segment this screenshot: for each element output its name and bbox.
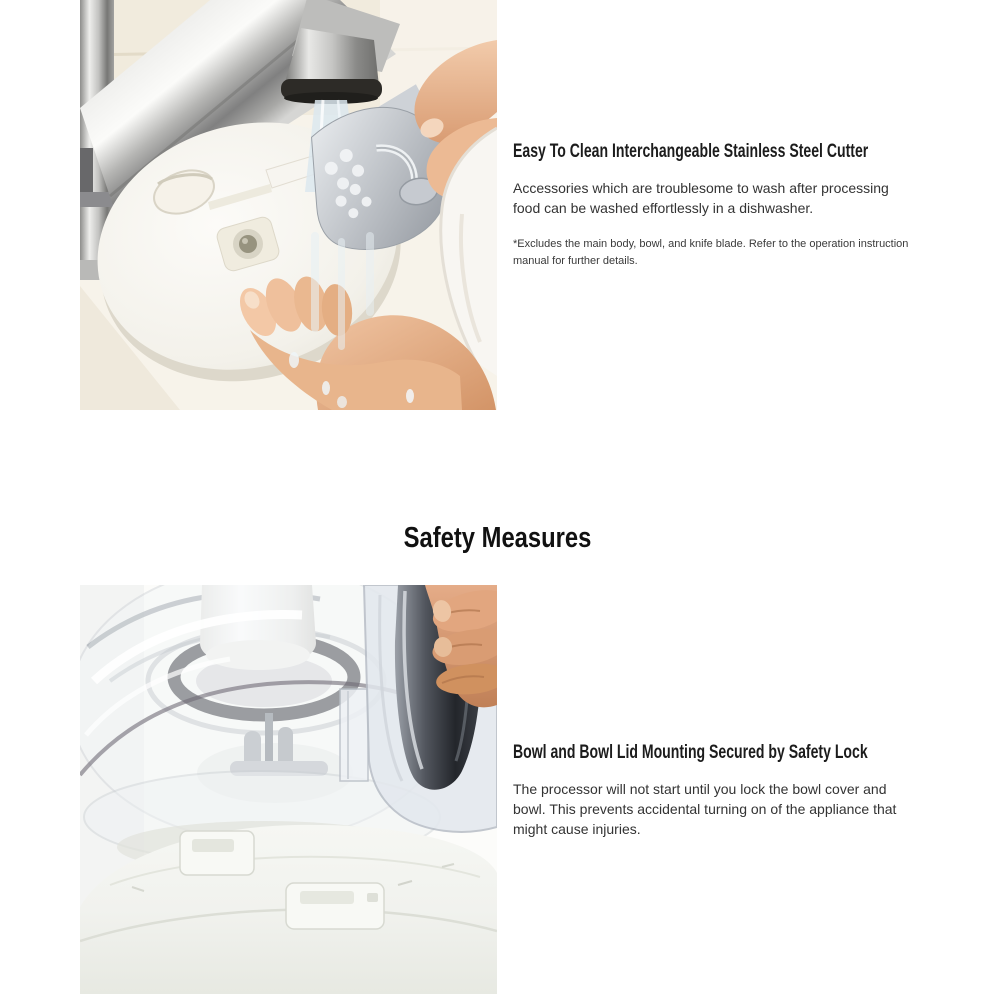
feature-section-safety-lock	[0, 585, 995, 994]
washing-cutter-illustration	[80, 0, 497, 410]
safety-lock-photo	[80, 585, 497, 994]
feature-note: *Excludes the main body, bowl, and knife blade. Refer to the operation instruction manual for further details.	[513, 238, 909, 267]
feature-heading: Bowl and Bowl Lid Mounting Secured by Safety Lock	[513, 741, 868, 763]
safety-lock-illustration	[80, 585, 497, 994]
safety-measures-heading: Safety Measures	[403, 522, 592, 554]
feature-heading: Easy To Clean Interchangeable Stainless Steel Cutter	[513, 141, 869, 162]
washing-cutter-photo	[80, 0, 497, 410]
processor-base	[80, 821, 497, 994]
feature-body: Accessories which are troublesome to wash after processing food can be washed effortlessly in a dishwasher.	[513, 180, 889, 216]
feature-copy-easy-to-clean	[513, 140, 915, 270]
feature-section-easy-to-clean	[0, 0, 995, 410]
feature-copy-safety-lock	[513, 741, 915, 839]
feature-body: The processor will not start until you lock the bowl cover and bowl. This prevents accidental turning on of the appliance that might cause injuries.	[513, 780, 897, 837]
safety-lock-tab	[340, 689, 368, 781]
